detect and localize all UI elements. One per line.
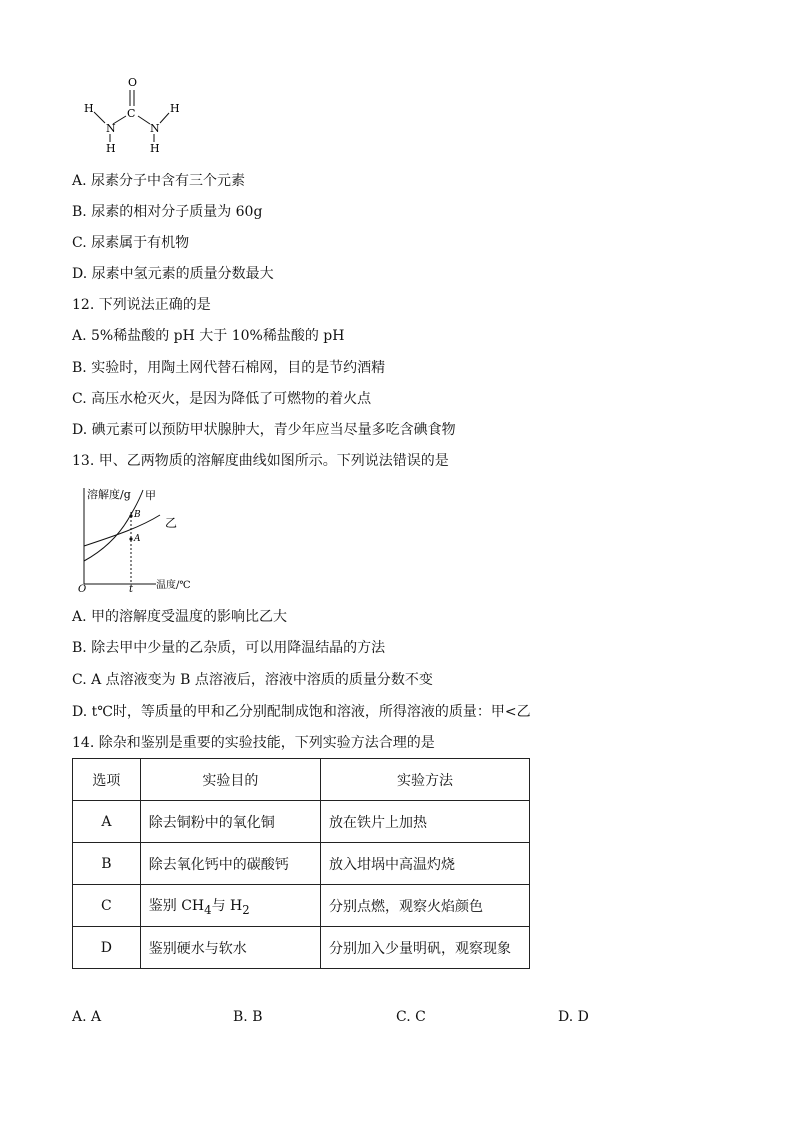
q13-stem: 13. 甲、乙两物质的溶解度曲线如图所示。下列说法错误的是 xyxy=(72,453,449,469)
goal-text-1: 鉴别 CH xyxy=(148,897,205,914)
q11-option-b: B. 尿素的相对分子质量为 60g xyxy=(72,204,263,220)
table-row xyxy=(73,927,530,969)
header-option: 选项 xyxy=(73,759,141,801)
y-axis-label: 溶解度/g xyxy=(87,488,131,501)
q13-option-c: C. A 点溶液变为 B 点溶液后，溶液中溶质的质量分数不变 xyxy=(72,672,433,688)
row-goal: 除去铜粉中的氧化铜 xyxy=(140,801,320,843)
row-method: 分别加入少量明矾，观察现象 xyxy=(320,927,529,969)
row-goal: 鉴别硬水与软水 xyxy=(140,927,320,969)
atom-n-left: N xyxy=(106,122,116,135)
q14-choice-d: D. D xyxy=(558,1009,589,1025)
q13-option-a: A. 甲的溶解度受温度的影响比乙大 xyxy=(72,609,288,625)
subscript-4: 4 xyxy=(204,902,212,917)
header-method: 实验方法 xyxy=(320,759,529,801)
atom-h-1: H xyxy=(84,102,94,115)
atom-h-3: H xyxy=(170,102,180,115)
row-method: 放入坩埚中高温灼烧 xyxy=(320,843,529,885)
goal-text-2: 与 H xyxy=(211,897,243,914)
table-header-row xyxy=(73,759,530,801)
q12-option-b: B. 实验时，用陶土网代替石棉网，目的是节约酒精 xyxy=(72,360,386,376)
series-yi-curve xyxy=(84,515,160,546)
x-tick-t: t xyxy=(129,584,134,594)
x-axis-label: 温度/℃ xyxy=(156,580,191,591)
q14-choice-a: A. A xyxy=(72,1009,102,1025)
row-option: B xyxy=(73,843,141,885)
header-goal: 实验目的 xyxy=(140,759,320,801)
row-goal xyxy=(140,885,320,927)
atom-n-right: N xyxy=(150,122,160,135)
row-method: 放在铁片上加热 xyxy=(320,801,529,843)
label-b: B xyxy=(134,510,141,520)
solubility-chart xyxy=(74,484,204,594)
label-jia: 甲 xyxy=(145,489,156,502)
q11-option-c: C. 尿素属于有机物 xyxy=(72,235,190,251)
atom-h-2: H xyxy=(106,142,116,152)
row-option: D xyxy=(73,927,141,969)
subscript-2: 2 xyxy=(242,902,250,917)
atom-o: O xyxy=(128,76,138,89)
q14-choice-b: B. B xyxy=(233,1009,263,1025)
table-row xyxy=(73,843,530,885)
q12-option-d: D. 碘元素可以预防甲状腺肿大，青少年应当尽量多吃含碘食物 xyxy=(72,422,456,438)
urea-structure xyxy=(80,72,190,152)
q12-option-a: A. 5%稀盐酸的 pH 大于 10%稀盐酸的 pH xyxy=(72,328,345,344)
q13-option-d: D. t℃时，等质量的甲和乙分别配制成饱和溶液，所得溶液的质量：甲<乙 xyxy=(72,704,531,720)
q12-stem: 12. 下列说法正确的是 xyxy=(72,297,211,313)
label-a: A xyxy=(134,534,141,544)
q12-option-c: C. 高压水枪灭火，是因为降低了可燃物的着火点 xyxy=(72,391,372,407)
table-row xyxy=(73,801,530,843)
experiment-table xyxy=(72,758,530,969)
q13-option-b: B. 除去甲中少量的乙杂质，可以用降温结晶的方法 xyxy=(72,640,386,656)
point-a xyxy=(129,537,132,540)
q14-choice-c: C. C xyxy=(396,1009,426,1025)
row-method: 分别点燃，观察火焰颜色 xyxy=(320,885,529,927)
row-option: C xyxy=(73,885,141,927)
q11-option-a: A. 尿素分子中含有三个元素 xyxy=(72,173,246,189)
q14-stem: 14. 除杂和鉴别是重要的实验技能，下列实验方法合理的是 xyxy=(72,735,435,751)
row-option: A xyxy=(73,801,141,843)
point-b xyxy=(129,514,132,517)
row-goal: 除去氧化钙中的碳酸钙 xyxy=(140,843,320,885)
table-row xyxy=(73,885,530,927)
atom-c: C xyxy=(127,107,136,120)
label-yi: 乙 xyxy=(165,516,178,530)
origin-label: O xyxy=(78,584,87,594)
atom-h-4: H xyxy=(150,142,160,152)
q11-option-d: D. 尿素中氢元素的质量分数最大 xyxy=(72,266,274,282)
